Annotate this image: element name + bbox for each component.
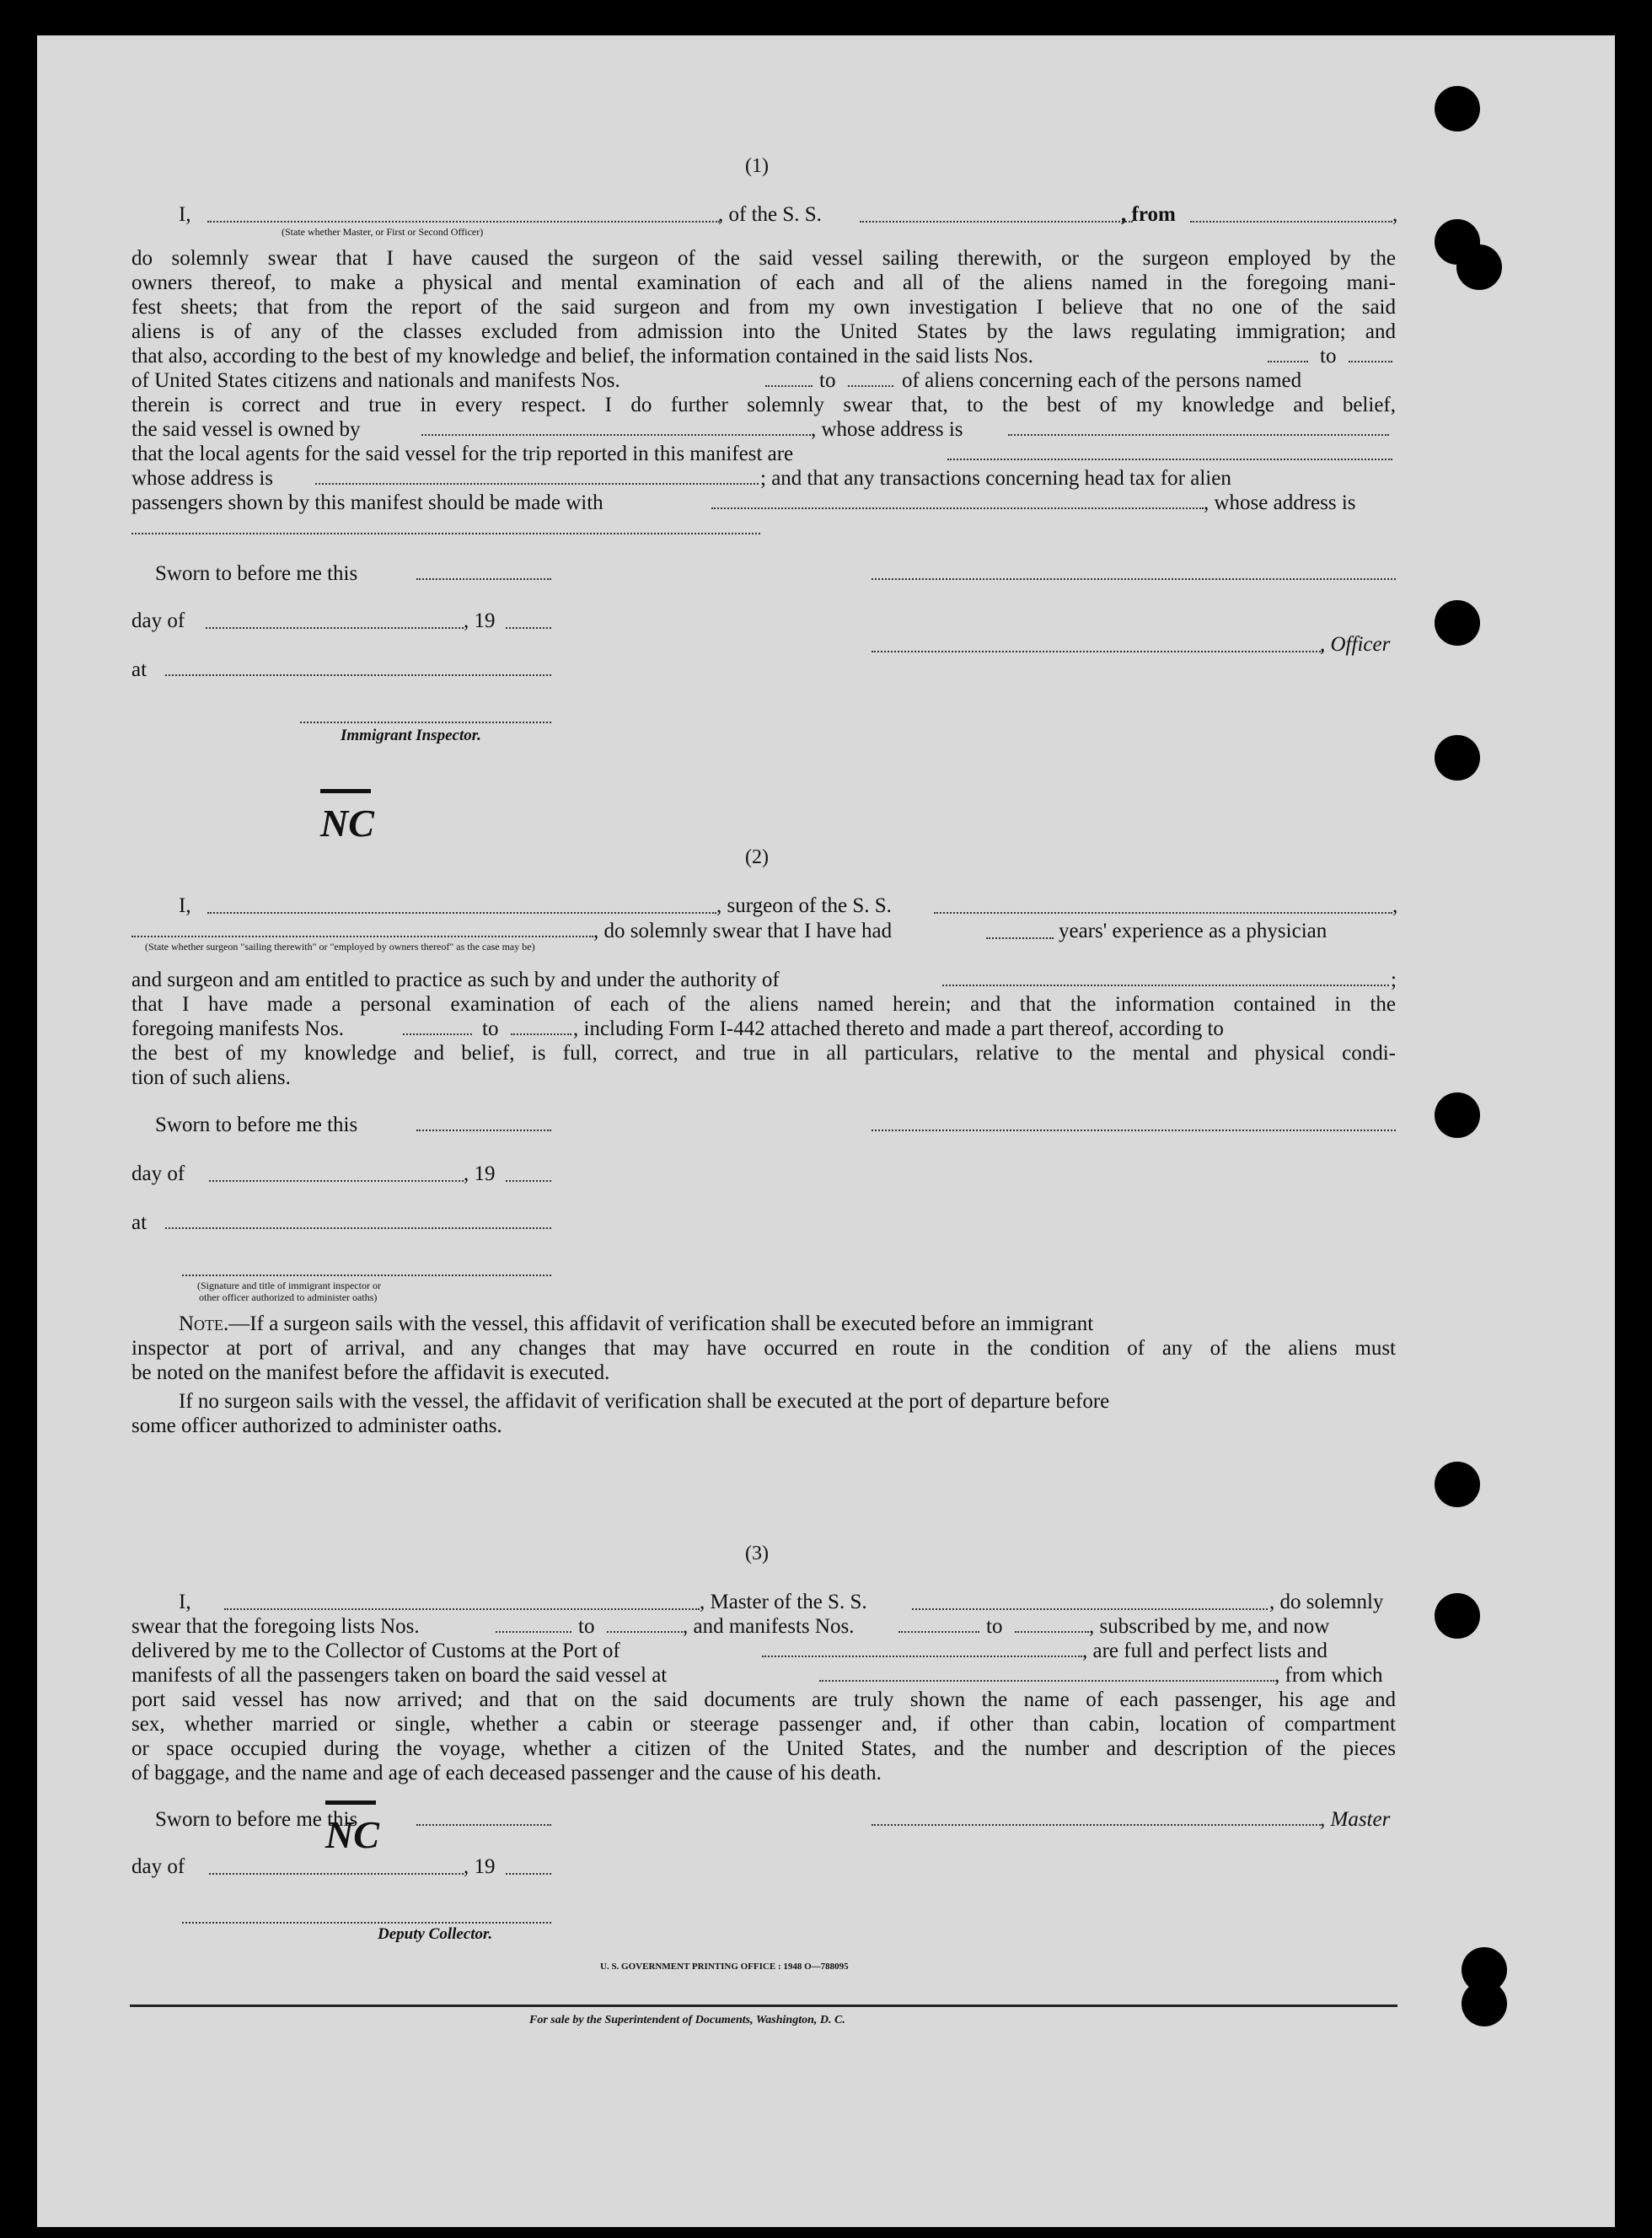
section-number: (2): [745, 846, 769, 868]
lists-to-field[interactable]: [607, 1631, 683, 1633]
officer-signature-field[interactable]: [872, 578, 1396, 580]
to-label: to: [986, 1615, 1003, 1638]
sworn-label: Sworn to before me this: [155, 1808, 358, 1831]
at-place-field[interactable]: [165, 1227, 551, 1229]
body-line: passengers shown by this manifest should be made with: [131, 491, 603, 514]
practice-line: and surgeon and am entitled to practice as such by and under the authority of: [131, 969, 780, 991]
master-of-label: , Master of the S. S.: [700, 1591, 867, 1613]
foregoing-from-field[interactable]: [403, 1033, 472, 1035]
lists-from-field[interactable]: [496, 1631, 571, 1633]
deputy-signature-field[interactable]: [182, 1922, 551, 1924]
section-number: (1): [745, 155, 769, 177]
including: , including Form I-442 attached thereto and made a part thereof, according to: [573, 1017, 1224, 1040]
punch-hole: [1435, 600, 1480, 646]
to-label: to: [1320, 345, 1337, 368]
surgeon-vessel-field[interactable]: [934, 912, 1392, 914]
officer-title-field[interactable]: [872, 651, 1323, 652]
year-label: , 19: [464, 1855, 496, 1878]
year-field[interactable]: [506, 1873, 551, 1875]
manifests-from-field[interactable]: [765, 385, 813, 387]
body-line: port said vessel has now arrived; and that on the said documents are truly shown the name of each passenger, his age and: [131, 1688, 1396, 1711]
surgeon-status-field[interactable]: [131, 936, 593, 937]
day-of-label: day of: [131, 1162, 185, 1185]
signature-note: (Signature and title of immigrant inspector or: [197, 1280, 381, 1291]
punch-hole: [1435, 1092, 1480, 1138]
port-field[interactable]: [762, 1656, 1082, 1657]
lists-from-field[interactable]: [1268, 361, 1308, 362]
foregoing-label: foregoing manifests Nos.: [131, 1017, 345, 1040]
deputy-label: Deputy Collector.: [378, 1925, 493, 1943]
note-label: Note.: [179, 1312, 229, 1335]
from-port-field[interactable]: [1190, 221, 1392, 223]
are-full: , are full and perfect lists and: [1082, 1640, 1328, 1662]
punch-hole: [1435, 1462, 1480, 1507]
foregoing-to-field[interactable]: [511, 1033, 571, 1035]
year-field[interactable]: [506, 1180, 551, 1182]
master-signature-field[interactable]: [872, 1824, 1323, 1826]
head-tax-party-field[interactable]: [711, 507, 1204, 509]
sworn-day-field[interactable]: [416, 1130, 551, 1131]
whose-address: , whose address is: [811, 418, 963, 441]
manifests-from-field[interactable]: [898, 1631, 979, 1633]
sale-note: For sale by the Superintendent of Documents, Washington, D. C.: [529, 2014, 845, 2026]
signature-note: other officer authorized to administer oaths): [199, 1291, 378, 1303]
day-of-label: day of: [131, 609, 185, 632]
of-ss-label: , of the S. S.: [718, 203, 822, 226]
body-line: of baggage, and the name and age of each deceased passenger and the cause of his death.: [131, 1762, 882, 1784]
swear-lists: swear that the foregoing lists Nos.: [131, 1615, 420, 1638]
body-line: whose address is: [131, 467, 274, 490]
footer-rule: [130, 2005, 1397, 2007]
body-line: the said vessel is owned by: [131, 418, 361, 441]
line-i: I,: [179, 1591, 191, 1613]
note-line: be noted on the manifest before the affidavit is executed.: [131, 1361, 610, 1384]
head-tax-address-field[interactable]: [131, 533, 760, 534]
note-line: If no surgeon sails with the vessel, the affidavit of verification shall be executed at the port of departure before: [179, 1390, 1110, 1413]
body-line: that I have made a personal examination of each of the aliens named herein; and that the information contained in the: [131, 993, 1396, 1016]
line-i: I,: [179, 203, 191, 226]
surgeon-name-field[interactable]: [207, 912, 716, 914]
departure-port-field[interactable]: [819, 1680, 1274, 1682]
year-field[interactable]: [506, 627, 551, 629]
lists-to-field[interactable]: [1349, 361, 1392, 362]
inspector-signature-field[interactable]: [300, 722, 551, 723]
owner-address-field[interactable]: [1008, 434, 1389, 436]
local-agents-field[interactable]: [947, 459, 1392, 460]
do-solemnly: , do solemnly: [1269, 1591, 1384, 1613]
note-line: some officer authorized to administer oaths.: [131, 1414, 502, 1437]
sworn-day-field[interactable]: [416, 1824, 551, 1826]
officer-label: , Officer: [1320, 633, 1391, 656]
delivered: delivered by me to the Collector of Customs at the Port of: [131, 1640, 620, 1662]
note-line: [179, 1312, 1093, 1336]
manifests-to-field[interactable]: [848, 385, 893, 387]
body-line: the best of my knowledge and belief, is full, correct, and true in all particulars, relative to the mental and physical condi-: [131, 1042, 1396, 1065]
punch-hole: [1435, 1593, 1480, 1639]
day-of-label: day of: [131, 1855, 185, 1878]
subscribed: , subscribed by me, and now: [1089, 1615, 1330, 1638]
body-line: sex, whether married or single, whether a cabin or steerage passenger and, if other than cabin, location of compartment: [131, 1713, 1396, 1736]
from-which: , from which: [1274, 1664, 1383, 1687]
at-place-field[interactable]: [165, 674, 551, 676]
day-of-field[interactable]: [209, 1873, 464, 1875]
swear-had: , do solemnly swear that I have had: [593, 920, 893, 942]
handwritten-mark: NC: [325, 1812, 379, 1857]
body-line: of United States citizens and nationals and manifests Nos.: [131, 369, 620, 392]
handwritten-mark: NC: [320, 801, 374, 845]
sworn-label: Sworn to before me this: [155, 1114, 358, 1136]
to-label: to: [819, 369, 836, 392]
punch-hole: [1435, 735, 1480, 781]
manifests-all: manifests of all the passengers taken on board the said vessel at: [131, 1664, 668, 1687]
agents-address-field[interactable]: [315, 483, 759, 485]
whose-address: , whose address is: [1204, 491, 1356, 514]
officer-note: (State whether Master, or First or Second Officer): [282, 226, 484, 238]
aliens-concerning: of aliens concerning each of the persons named: [902, 369, 1302, 392]
and-manifests: , and manifests Nos.: [683, 1615, 855, 1638]
surgeon-note: (State whether surgeon "sailing therewith" or "employed by owners thereof" as the case may be): [145, 941, 535, 953]
from-label: , from: [1121, 203, 1176, 226]
printing-office-note: U. S. GOVERNMENT PRINTING OFFICE : 1948 O—788095: [600, 1962, 849, 1972]
body-line: fest sheets; that from the report of the said surgeon and from my own investigation I believe that no one of the said: [131, 296, 1396, 319]
line-i: I,: [179, 894, 191, 917]
at-label: at: [131, 658, 148, 681]
to-label: to: [578, 1615, 595, 1638]
body-line: tion of such aliens.: [131, 1066, 291, 1089]
years-field[interactable]: [986, 937, 1054, 939]
inspector-label: Immigrant Inspector.: [341, 727, 481, 744]
authority-field[interactable]: [942, 985, 1389, 986]
year-label: , 19: [464, 609, 496, 632]
officer-rank-field[interactable]: [207, 221, 720, 223]
owner-field[interactable]: [421, 434, 811, 436]
punch-hole: [1435, 86, 1480, 131]
body-line: do solemnly swear that I have caused the surgeon of the said vessel sailing therewith, or the surgeon employed by the: [131, 247, 1396, 270]
master-label: , Master: [1320, 1808, 1391, 1831]
surgeon-of-label: , surgeon of the S. S.: [716, 894, 892, 917]
semicolon: ;: [1391, 969, 1397, 991]
body-line: that the local agents for the said vessel for the trip reported in this manifest are: [131, 443, 794, 465]
body-line: or space occupied during the voyage, whether a citizen of the United States, and the number and description of the pieces: [131, 1737, 1396, 1760]
comma: ,: [1392, 894, 1398, 917]
at-label: at: [131, 1211, 148, 1234]
body-line: aliens is of any of the classes excluded from admission into the United States by the laws regulating immigration; and: [131, 320, 1396, 343]
years-experience: years' experience as a physician: [1059, 920, 1328, 942]
body-line: owners thereof, to make a physical and mental examination of each and all of the aliens named in the foregoing mani-: [131, 271, 1396, 294]
punch-hole: [1456, 244, 1502, 290]
sworn-day-field[interactable]: [416, 578, 551, 580]
punch-hole: [1462, 1981, 1507, 2026]
officer-signature-field[interactable]: [182, 1275, 551, 1276]
note-text: —If a surgeon sails with the vessel, this affidavit of verification shall be executed before an immigrant: [228, 1312, 1094, 1335]
comma: ,: [1392, 203, 1398, 226]
master-vessel-field[interactable]: [912, 1608, 1268, 1610]
surgeon-signature-field[interactable]: [872, 1130, 1396, 1131]
manifests-to-field[interactable]: [1015, 1631, 1089, 1633]
note-line: inspector at port of arrival, and any changes that may have occurred en route in the condition of any of the aliens must: [131, 1337, 1396, 1360]
day-of-field[interactable]: [209, 1180, 464, 1182]
year-label: , 19: [464, 1162, 496, 1185]
to-label: to: [482, 1017, 499, 1040]
sworn-label: Sworn to before me this: [155, 562, 358, 585]
body-line: that also, according to the best of my knowledge and belief, the information contained in the said lists Nos.: [131, 345, 1033, 368]
vessel-name-field[interactable]: [860, 221, 1133, 223]
head-tax: ; and that any transactions concerning head tax for alien: [760, 467, 1231, 490]
day-of-field[interactable]: [206, 627, 464, 629]
master-name-field[interactable]: [224, 1608, 700, 1610]
section-number: (3): [745, 1543, 769, 1564]
body-line: therein is correct and true in every respect. I do further solemnly swear that, to the best of my knowledge and belief,: [131, 394, 1396, 416]
